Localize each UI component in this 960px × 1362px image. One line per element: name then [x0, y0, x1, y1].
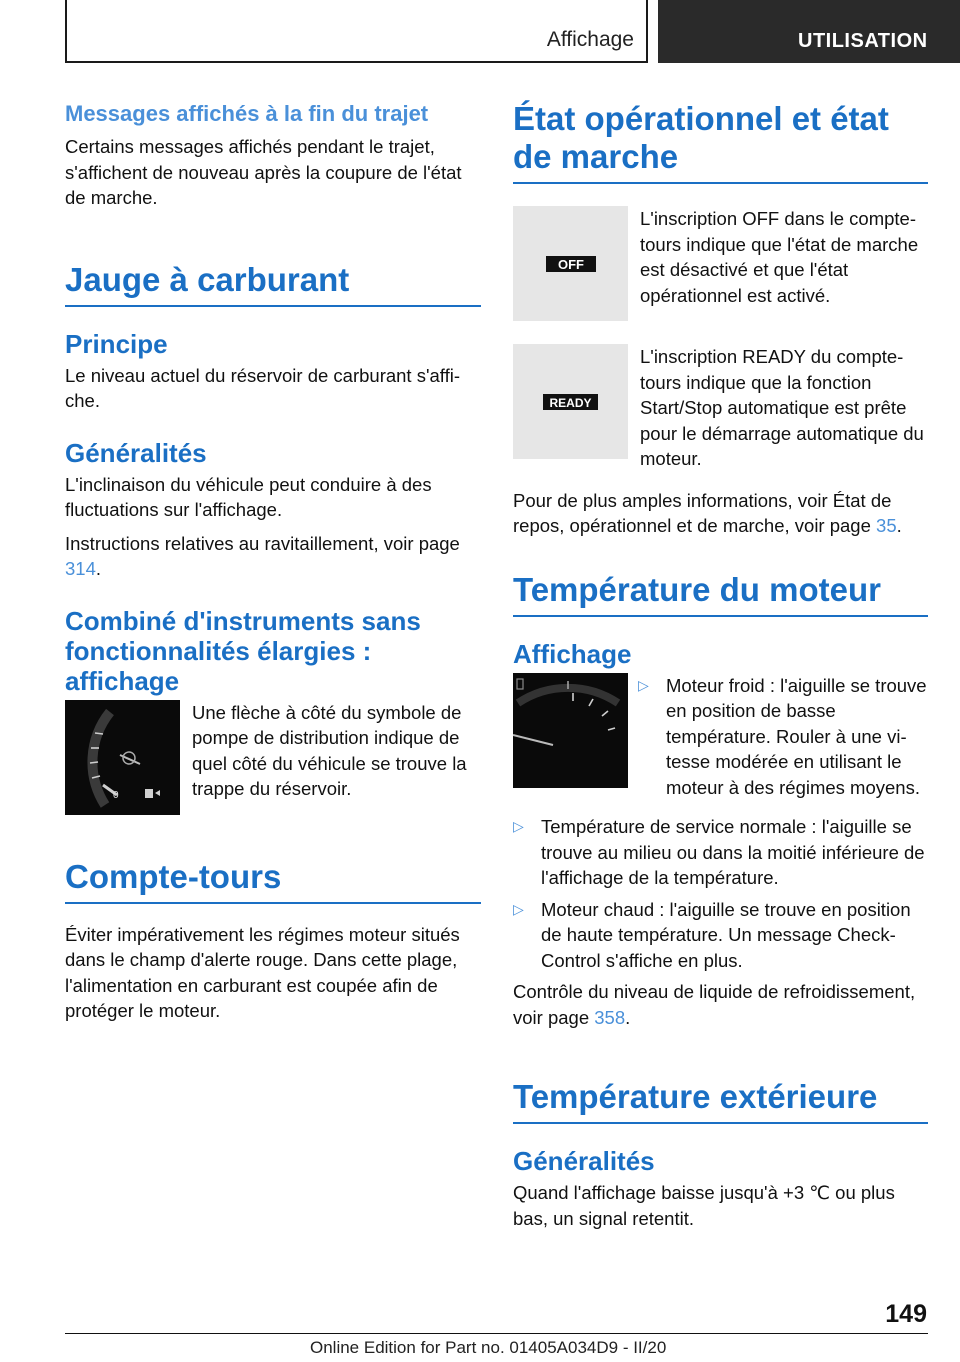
edition-line: Online Edition for Part no. 01405A034D9 - II/20 — [310, 1338, 667, 1357]
header-section-box — [65, 0, 648, 63]
bullet-hot-text: Moteur chaud : l'aiguille se trouve en position de haute température. Un message Check-Control s'affiche en plus. — [541, 898, 911, 971]
generalites-heading: Généralités — [65, 437, 207, 468]
page-ref-314-link[interactable]: 314 — [65, 558, 96, 579]
ready-figure — [513, 344, 628, 464]
page-ref-358-link[interactable]: 358 — [594, 1006, 626, 1028]
coolant-ref-prefix: Contrôle du niveau de liquide de refroidissement, voir page — [513, 981, 916, 1028]
operational-state-heading: État opérationnel et état de marche — [513, 100, 928, 184]
generalites-text-2 — [65, 531, 481, 582]
engine-temp-image — [513, 673, 628, 788]
bullet-normal-text: Température de service normale : l'aiguille se trouve au milieu ou dans la moitié inférieure de l'affichage de la température. — [541, 816, 925, 888]
triangle-bullet-icon: ▷ — [638, 676, 649, 693]
engine-temp-heading: Température du moteur — [513, 571, 928, 617]
bullet-normal-temp — [513, 814, 928, 891]
ext-generalites-heading: Généralités — [513, 1146, 655, 1176]
generalites-text-1: L'inclinaison du véhicule peut conduire à des fluctuations sur l'affichage. — [65, 473, 432, 520]
ext-temp-heading: Température extérieure — [513, 1078, 928, 1124]
refuel-ref-suffix: . — [95, 558, 102, 579]
ready-display-image — [513, 344, 628, 459]
off-display-image — [513, 206, 628, 321]
messages-text: Certains messages affichés pendant le trajet, s'affichent de nouveau après la coupure de l'état de marche. — [65, 136, 462, 208]
off-figure — [513, 206, 628, 326]
ready-label: READY — [549, 396, 592, 410]
ext-temp-text: Quand l'affichage baisse jusqu'à +3 ℃ ou plus bas, un signal retentit. — [513, 1182, 895, 1229]
principe-text: Le niveau actuel du réservoir de carburant s'affiche. — [65, 364, 461, 411]
fuel-gauge-image — [65, 700, 180, 815]
combi-heading: Combiné d'instruments sans fonctionnalités élargies : affichage — [65, 605, 421, 696]
affichage-heading: Affichage — [513, 638, 632, 669]
ready-text: L'inscription READY du compte-tours indique que la fonction Start/Stop automatique est prête pour le démarrage automatique du moteur. — [640, 346, 924, 469]
combi-text: Une flèche à côté du symbole de pompe de distribution indique de quel côté du véhicule se trouve la trappe du réservoir. — [192, 701, 467, 799]
bullet-hot-engine — [513, 897, 928, 974]
fuel-gauge-heading: Jauge à carburant — [65, 261, 481, 307]
off-text: L'inscription OFF dans le compte-tours indique que l'état de marche est désactivé et que l'état opérationnel est activé. — [640, 208, 919, 306]
bullet-cold-text: Moteur froid : l'aiguille se trouve en position de basse température. Rouler à une vitesse modérée en utilisant le moteur à des régimes moyens. — [666, 674, 927, 798]
header-chapter-tab — [658, 0, 960, 63]
messages-heading: Messages affichés à la fin du trajet — [65, 101, 429, 126]
state-more-text — [513, 488, 928, 539]
header-chapter-label: UTILISATION — [798, 30, 928, 52]
triangle-bullet-icon: ▷ — [513, 818, 524, 834]
coolant-text — [513, 979, 928, 1030]
page-ref-35-link[interactable]: 35 — [876, 515, 897, 536]
page-number: 149 — [885, 1300, 927, 1328]
fuel-gauge-figure — [65, 700, 180, 820]
bullet-cold-engine — [638, 673, 928, 801]
right-column — [513, 100, 928, 1239]
triangle-bullet-icon: ▷ — [513, 900, 524, 917]
gauge-zero-label: 0 — [113, 789, 119, 801]
off-label: OFF — [558, 257, 584, 272]
principe-heading: Principe — [65, 328, 168, 359]
left-column — [65, 100, 481, 1032]
engine-temp-figure — [513, 673, 628, 793]
state-ref-suffix: . — [896, 515, 902, 536]
coolant-ref-suffix: . — [625, 1006, 631, 1028]
footer-divider — [65, 1333, 928, 1334]
state-ref-prefix: Pour de plus amples informations, voir État de repos, opérationnel et de marche, voir page — [513, 489, 892, 536]
refuel-ref-prefix: Instructions relatives au ravitaillement, voir page — [65, 532, 460, 554]
tachometer-heading: Compte-tours — [65, 858, 481, 904]
header-section-title: Affichage — [546, 28, 634, 51]
tachometer-text: Éviter impérativement les régimes moteur situés dans le champ d'alerte rouge. Dans cette plage, l'alimentation en carburant est coupée afin de protéger le moteur. — [65, 923, 460, 1021]
